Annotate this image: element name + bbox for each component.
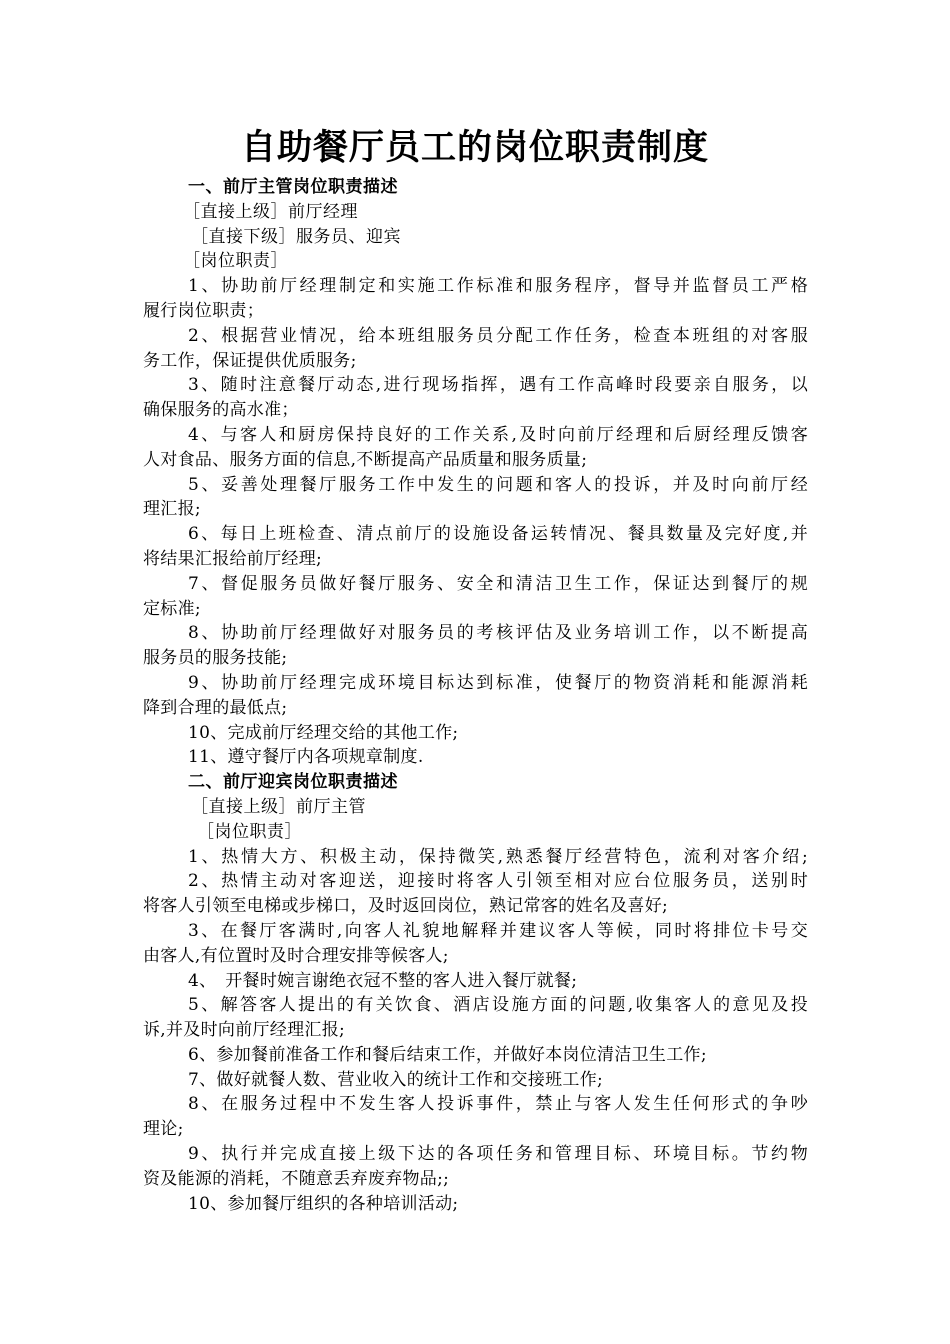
- duty-item-continued: 将结果汇报给前厅经理;: [143, 548, 323, 569]
- duty-item: 6、参加餐前准备工作和餐后结束工作，并做好本岗位清洁卫生工作;: [188, 1044, 707, 1065]
- duty-item: 8、协助前厅经理做好对服务员的考核评估及业务培训工作，以不断提高: [188, 623, 808, 644]
- duty-item-continued: 将客人引领至电梯或步梯口，及时返回岗位，熟记常客的姓名及喜好;: [143, 896, 669, 917]
- duty-item: 7、督促服务员做好餐厅服务、安全和清洁卫生工作，保证达到餐厅的规: [188, 573, 808, 594]
- duty-item: 1、协助前厅经理制定和实施工作标准和服务程序，督导并监督员工严格: [188, 276, 808, 297]
- duty-item: 3、在餐厅客满时,向客人礼貌地解释并建议客人等候，同时将排位卡号交: [188, 920, 808, 941]
- direct-subordinate: ［直接下级］服务员、迎宾: [191, 226, 401, 247]
- section-heading: 一、前厅主管岗位职责描述: [188, 177, 398, 197]
- duty-item-continued: 理汇报;: [143, 499, 201, 520]
- duty-item: 2、根据营业情况，给本班组服务员分配工作任务，检查本班组的对客服: [188, 325, 808, 346]
- duty-item-continued: 诉,并及时向前厅经理汇报;: [143, 1020, 346, 1041]
- duties-label: ［岗位职责］: [197, 821, 302, 842]
- document-title: 自助餐厅员工的岗位职责制度: [240, 128, 709, 168]
- duty-item-continued: 服务员的服务技能;: [143, 648, 288, 669]
- duty-item: 7、做好就餐人数、营业收入的统计工作和交接班工作;: [188, 1069, 604, 1090]
- duty-item-continued: 降到合理的最低点;: [143, 697, 288, 718]
- duty-item: 6、每日上班检查、清点前厅的设施设备运转情况、餐具数量及完好度,并: [188, 524, 808, 545]
- duty-item: 10、参加餐厅组织的各种培训活动;: [188, 1193, 459, 1214]
- duty-item: 9、协助前厅经理完成环境目标达到标准，使餐厅的物资消耗和能源消耗: [188, 672, 808, 693]
- duty-item-continued: 确保服务的高水准；: [143, 400, 299, 421]
- duty-item-continued: 履行岗位职责；: [143, 300, 265, 321]
- duty-item: 10、完成前厅经理交给的其他工作;: [188, 722, 459, 743]
- duty-item-continued: 由客人,有位置时及时合理安排等候客人;: [143, 945, 449, 966]
- direct-superior: ［直接上级］前厅经理: [183, 201, 358, 222]
- duty-item: 5、解答客人提出的有关饮食、酒店设施方面的问题,收集客人的意见及投: [188, 995, 808, 1016]
- direct-superior: ［直接上级］前厅主管: [191, 796, 366, 817]
- section-heading: 二、前厅迎宾岗位职责描述: [188, 772, 398, 793]
- document-body: [143, 175, 808, 1216]
- duty-item: 2、热情主动对客迎送，迎接时将客人引领至相对应台位服务员，送别时: [188, 871, 808, 892]
- duty-item-continued: 理论;: [143, 1119, 184, 1140]
- duty-item-continued: 资及能源的消耗，不随意丢弃废弃物品;;: [143, 1168, 450, 1189]
- duty-item: 4、与客人和厨房保持良好的工作关系,及时向前厅经理和后厨经理反馈客: [188, 424, 808, 445]
- duties-label: ［岗位职责］: [183, 251, 288, 272]
- duty-item: 4、 开餐时婉言谢绝衣冠不整的客人进入餐厅就餐;: [188, 970, 578, 991]
- duty-item-continued: 人对食品、服务方面的信息,不断提高产品质量和服务质量;: [143, 449, 588, 470]
- duty-item: 5、妥善处理餐厅服务工作中发生的问题和客人的投诉，并及时向前厅经: [188, 474, 808, 495]
- duty-item: 8、在服务过程中不发生客人投诉事件，禁止与客人发生任何形式的争吵: [188, 1094, 808, 1115]
- duty-item: 11、遵守餐厅内各项规章制度.: [188, 747, 424, 768]
- duty-item-continued: 定标准;: [143, 598, 201, 619]
- duty-item-continued: 务工作，保证提供优质服务;: [143, 350, 357, 371]
- duty-item: 3、随时注意餐厅动态,进行现场指挥，遇有工作高峰时段要亲自服务，以: [188, 375, 808, 396]
- duty-item: 1、热情大方、积极主动，保持微笑,熟悉餐厅经营特色，流利对客介绍;: [188, 846, 808, 867]
- duty-item: 9、执行并完成直接上级下达的各项任务和管理目标、环境目标。节约物: [188, 1144, 808, 1165]
